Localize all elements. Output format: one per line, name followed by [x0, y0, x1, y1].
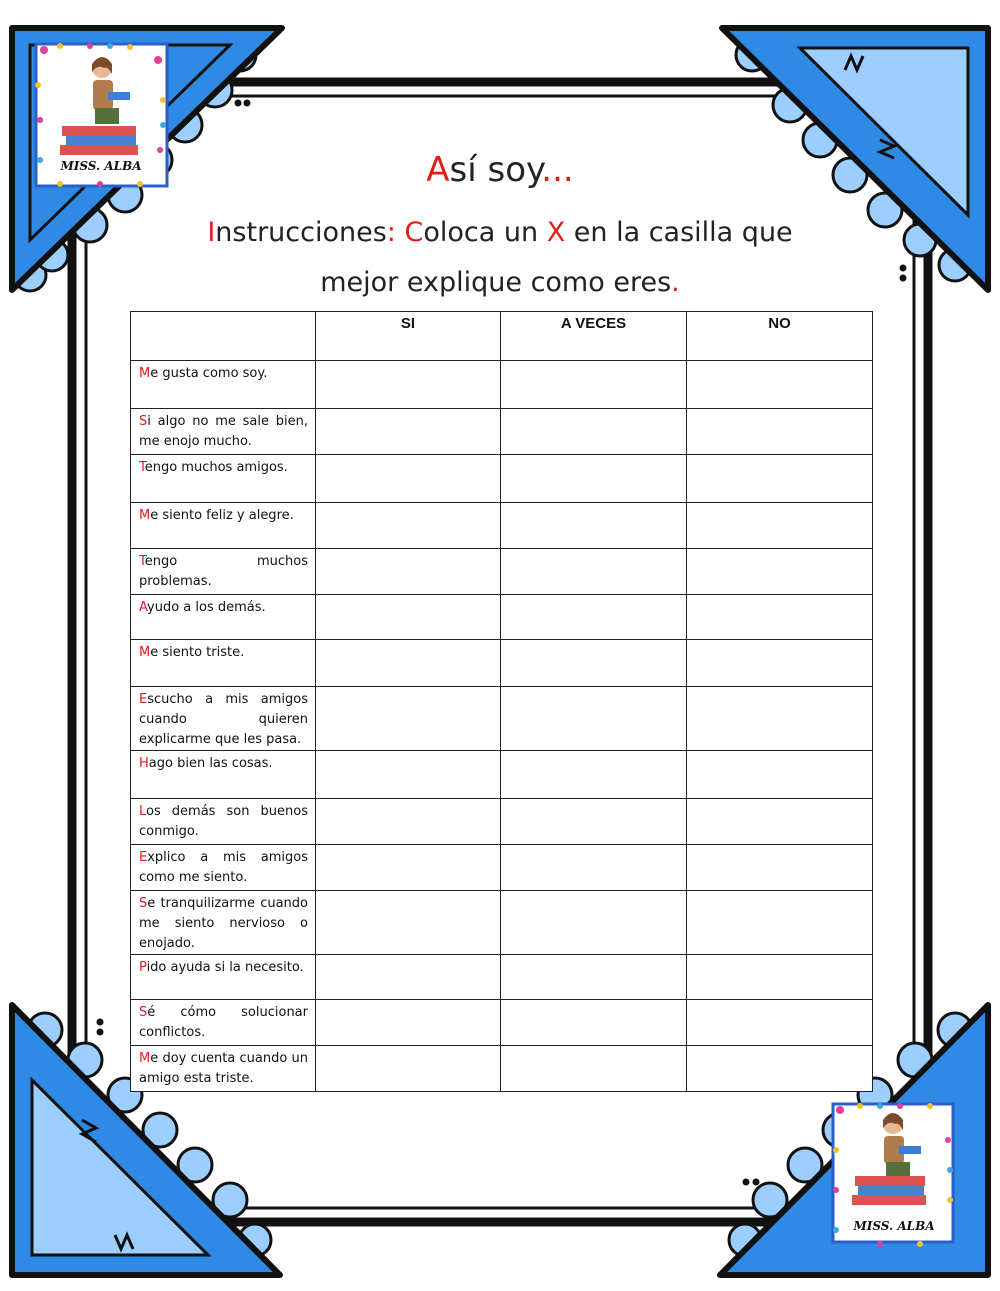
- table-header-row: [131, 312, 873, 361]
- answer-cell-a-veces[interactable]: [501, 503, 687, 549]
- table-row: [131, 640, 873, 687]
- answer-cell-no[interactable]: [687, 845, 873, 891]
- instructions-period: .: [671, 267, 680, 298]
- statement-cell: [131, 640, 316, 687]
- table-row: [131, 549, 873, 595]
- teacher-stamp-bottom-right: [833, 1103, 953, 1247]
- answer-cell-a-veces[interactable]: [501, 640, 687, 687]
- instructions-colon: :: [386, 217, 396, 248]
- statement-initial: E: [139, 692, 148, 707]
- instructions: [170, 208, 830, 308]
- answer-cell-no[interactable]: [687, 409, 873, 455]
- statement-cell: [131, 361, 316, 409]
- title-rest: sí soy: [449, 150, 542, 190]
- statement-initial: L: [139, 804, 147, 819]
- statement-text: i algo no me sale bien, me enojo mucho.: [139, 414, 308, 449]
- answer-cell-a-veces[interactable]: [501, 409, 687, 455]
- answer-cell-no[interactable]: [687, 891, 873, 955]
- answer-cell-a-veces[interactable]: [501, 361, 687, 409]
- header-statement: [131, 312, 316, 361]
- statement-text: yudo a los demás.: [147, 600, 266, 615]
- answer-cell-a-veces[interactable]: [501, 955, 687, 1000]
- answer-cell-si[interactable]: [316, 1046, 501, 1092]
- answer-cell-no[interactable]: [687, 799, 873, 845]
- header-si: SI: [316, 312, 501, 361]
- statement-cell: [131, 751, 316, 799]
- statement-cell: [131, 891, 316, 955]
- table-row: [131, 799, 873, 845]
- statement-text: e doy cuenta cuando un amigo esta triste.: [139, 1051, 308, 1086]
- answer-cell-a-veces[interactable]: [501, 891, 687, 955]
- stamp-label: MISS. ALBA: [853, 1219, 935, 1233]
- table-row: [131, 1000, 873, 1046]
- answer-cell-a-veces[interactable]: [501, 595, 687, 640]
- statement-text: os demás son buenos conmigo.: [139, 804, 308, 839]
- statement-text: e siento feliz y alegre.: [150, 508, 294, 523]
- table-row: [131, 409, 873, 455]
- title-initial: A: [426, 150, 450, 190]
- statement-initial: P: [139, 960, 147, 975]
- answer-cell-si[interactable]: [316, 640, 501, 687]
- statement-cell: [131, 549, 316, 595]
- answer-cell-si[interactable]: [316, 799, 501, 845]
- table-row: [131, 891, 873, 955]
- statement-cell: [131, 955, 316, 1000]
- statement-cell: [131, 845, 316, 891]
- answer-cell-no[interactable]: [687, 751, 873, 799]
- header-a-veces: A VECES: [501, 312, 687, 361]
- answer-cell-no[interactable]: [687, 595, 873, 640]
- table-row: [131, 845, 873, 891]
- answer-cell-no[interactable]: [687, 1046, 873, 1092]
- answer-cell-no[interactable]: [687, 503, 873, 549]
- answer-cell-si[interactable]: [316, 1000, 501, 1046]
- answer-cell-a-veces[interactable]: [501, 1046, 687, 1092]
- instructions-text-2: en la casilla que mejor explique como eres: [320, 217, 793, 298]
- statement-cell: [131, 595, 316, 640]
- statement-text: e tranquilizarme cuando me siento nervioso o enojado.: [139, 896, 308, 951]
- answer-cell-no[interactable]: [687, 955, 873, 1000]
- answer-cell-si[interactable]: [316, 845, 501, 891]
- answer-cell-si[interactable]: [316, 455, 501, 503]
- survey-table: [130, 311, 873, 1092]
- table-row: [131, 751, 873, 799]
- table-row: [131, 1046, 873, 1092]
- statement-cell: [131, 409, 316, 455]
- stamp-label: MISS. ALBA: [60, 159, 142, 173]
- answer-cell-a-veces[interactable]: [501, 687, 687, 751]
- statement-text: é cómo solucionar conflictos.: [139, 1005, 308, 1040]
- instructions-label: nstrucciones: [215, 217, 387, 248]
- title-dots: ...: [541, 150, 574, 190]
- page-title: [0, 150, 1000, 190]
- answer-cell-si[interactable]: [316, 891, 501, 955]
- statement-initial: M: [139, 366, 151, 381]
- statement-text: engo muchos amigos.: [144, 460, 288, 475]
- answer-cell-si[interactable]: [316, 687, 501, 751]
- statement-cell: [131, 687, 316, 751]
- statement-cell: [131, 455, 316, 503]
- statement-text: engo muchos problemas.: [139, 554, 308, 589]
- statement-initial: S: [139, 896, 148, 911]
- instructions-text-initial: C: [404, 217, 424, 248]
- statement-initial: S: [139, 1005, 148, 1020]
- answer-cell-a-veces[interactable]: [501, 845, 687, 891]
- instructions-text-1: oloca un: [423, 217, 539, 248]
- table-row: [131, 955, 873, 1000]
- answer-cell-a-veces[interactable]: [501, 455, 687, 503]
- instructions-mark: X: [546, 217, 566, 248]
- statement-text: e gusta como soy.: [150, 366, 268, 381]
- answer-cell-a-veces[interactable]: [501, 1000, 687, 1046]
- statement-text: scucho a mis amigos cuando quieren explicarme que les pasa.: [139, 692, 308, 747]
- table-row: [131, 595, 873, 640]
- answer-cell-si[interactable]: [316, 955, 501, 1000]
- statement-initial: T: [139, 554, 145, 569]
- answer-cell-no[interactable]: [687, 455, 873, 503]
- answer-cell-si[interactable]: [316, 751, 501, 799]
- statement-initial: E: [139, 850, 148, 865]
- statement-text: ago bien las cosas.: [148, 756, 273, 771]
- statement-text: e siento triste.: [150, 645, 245, 660]
- statement-text: ido ayuda si la necesito.: [146, 960, 304, 975]
- answer-cell-no[interactable]: [687, 640, 873, 687]
- statement-initial: T: [139, 460, 145, 475]
- answer-cell-si[interactable]: [316, 595, 501, 640]
- answer-cell-si[interactable]: [316, 409, 501, 455]
- statement-initial: A: [139, 600, 148, 615]
- answer-cell-si[interactable]: [316, 503, 501, 549]
- statement-text: xplico a mis amigos como me siento.: [139, 850, 308, 885]
- statement-initial: M: [139, 645, 151, 660]
- table-row: [131, 687, 873, 751]
- table-row: [131, 503, 873, 549]
- answer-cell-si[interactable]: [316, 549, 501, 595]
- statement-cell: [131, 1046, 316, 1092]
- answer-cell-no[interactable]: [687, 361, 873, 409]
- answer-cell-a-veces[interactable]: [501, 799, 687, 845]
- statement-initial: M: [139, 1051, 151, 1066]
- answer-cell-a-veces[interactable]: [501, 751, 687, 799]
- answer-cell-no[interactable]: [687, 1000, 873, 1046]
- statement-cell: [131, 503, 316, 549]
- answer-cell-si[interactable]: [316, 361, 501, 409]
- answer-cell-no[interactable]: [687, 687, 873, 751]
- answer-cell-a-veces[interactable]: [501, 549, 687, 595]
- statement-cell: [131, 1000, 316, 1046]
- answer-cell-no[interactable]: [687, 549, 873, 595]
- instructions-label-initial: I: [207, 217, 216, 248]
- statement-cell: [131, 799, 316, 845]
- table-row: [131, 455, 873, 503]
- table-row: [131, 361, 873, 409]
- statement-initial: H: [139, 756, 149, 771]
- statement-initial: M: [139, 508, 151, 523]
- header-no: NO: [687, 312, 873, 361]
- statement-initial: S: [139, 414, 148, 429]
